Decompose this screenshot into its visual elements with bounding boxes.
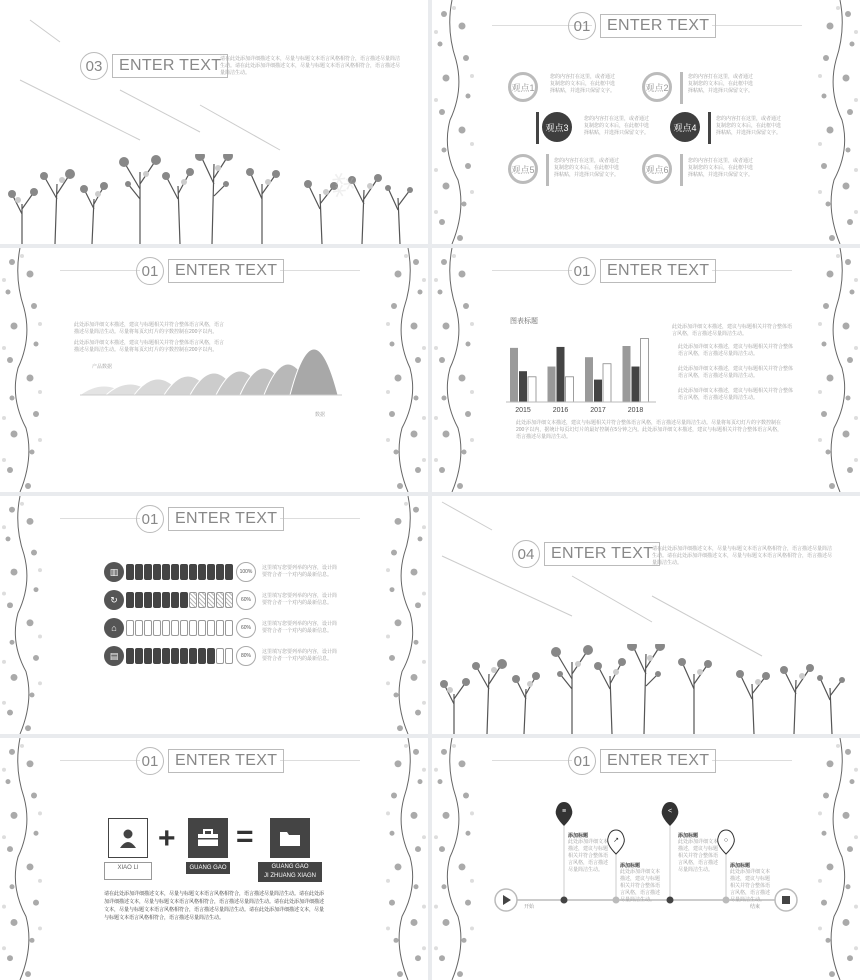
slide-6[interactable] bbox=[432, 496, 860, 734]
section-header bbox=[136, 505, 284, 533]
bar-2017-s1 bbox=[585, 357, 593, 402]
progress-cell bbox=[135, 592, 143, 608]
progress-cell bbox=[180, 592, 188, 608]
progress-cell bbox=[189, 564, 197, 580]
progress-cell bbox=[225, 648, 233, 664]
header-rule-right bbox=[712, 270, 792, 271]
svg-text:○: ○ bbox=[723, 837, 729, 844]
viewpoint-2-bar bbox=[680, 72, 683, 104]
folder-icon bbox=[279, 829, 301, 847]
progress-cell bbox=[126, 564, 134, 580]
slide-5[interactable] bbox=[0, 496, 428, 734]
section-header bbox=[512, 540, 660, 568]
viewpoint-1-text: 您的内容打在这里，或者通过复制您的文本后，在此框中选择粘贴，并选择只保留文字。 bbox=[550, 74, 616, 94]
bullet-3: 此处添加详细文本描述，建议与标题相关并符合整体语言风格，语言描述尽量简洁生动。 bbox=[678, 388, 794, 401]
timeline-item-3-head: 添加标题 bbox=[678, 833, 699, 839]
x-tick-label: 2017 bbox=[590, 407, 606, 414]
progress-cell bbox=[189, 592, 197, 608]
timeline-item-2 bbox=[620, 862, 660, 904]
timeline-item-4-text: 此处添加详细文本描述，建议与标题相关并符合整体语言风格，语言描述尽量简洁生动。 bbox=[730, 869, 771, 903]
floral-right bbox=[382, 738, 428, 980]
floral-right bbox=[382, 248, 428, 492]
header-rule-left bbox=[492, 270, 572, 271]
floral-left bbox=[0, 496, 46, 734]
bar-2018-s1 bbox=[623, 346, 631, 402]
home-icon: ⌂ bbox=[104, 618, 124, 638]
section-header bbox=[136, 257, 284, 285]
viewpoint-6-text: 您的内容打在这里，或者通过复制您的文本后，在此框中选择粘贴，并选择只保留文字。 bbox=[688, 158, 754, 178]
person-label: XIAO LI bbox=[104, 862, 152, 880]
progress-row bbox=[104, 590, 338, 610]
progress-cell bbox=[153, 592, 161, 608]
progress-cell bbox=[171, 648, 179, 664]
floral-left bbox=[432, 0, 478, 244]
bar-2017-s3 bbox=[603, 364, 611, 402]
section-title: ENTER TEXT bbox=[168, 749, 284, 773]
progress-cell bbox=[180, 620, 188, 636]
section-number: 01 bbox=[136, 257, 164, 285]
section-number: 01 bbox=[136, 505, 164, 533]
viewpoint-2-circle: 观点2 bbox=[642, 72, 672, 102]
progress-cell bbox=[216, 620, 224, 636]
bar-2016-s3 bbox=[566, 377, 574, 402]
floral-left bbox=[0, 738, 46, 980]
toolbox-box bbox=[188, 818, 228, 858]
slide-8[interactable] bbox=[432, 738, 860, 980]
progress-cell bbox=[198, 592, 206, 608]
person-box bbox=[108, 818, 148, 858]
bar-2016-s1 bbox=[548, 367, 556, 402]
timeline-item-4 bbox=[730, 862, 770, 904]
progress-cell bbox=[225, 620, 233, 636]
section-header bbox=[568, 12, 716, 40]
progress-row bbox=[104, 646, 338, 666]
timeline-item-1-text: 此处添加详细文本描述，建议与标题相关并符合整体语言风格，语言描述尽量简洁生动。 bbox=[568, 839, 609, 873]
person-icon bbox=[119, 828, 137, 848]
equals-icon: = bbox=[236, 820, 254, 853]
progress-cell bbox=[144, 620, 152, 636]
description-2: 此处添加详细文本描述，建议与标题相关并符合整体语言风格，语言描述尽量简洁生动。尽量将每页幻灯片的字数控制在200字以内。 bbox=[74, 340, 225, 353]
first-category-label: 产品数据 bbox=[92, 364, 113, 370]
timeline-item-1 bbox=[568, 832, 608, 874]
floral-left bbox=[432, 738, 478, 980]
progress-cell bbox=[198, 648, 206, 664]
bar-2018-s2 bbox=[632, 367, 640, 402]
viewpoint-1-circle: 观点1 bbox=[508, 72, 538, 102]
progress-cell bbox=[207, 648, 215, 664]
progress-cell bbox=[207, 564, 215, 580]
section-title: ENTER TEXT bbox=[112, 54, 228, 78]
progress-cell bbox=[144, 564, 152, 580]
progress-cell bbox=[162, 592, 170, 608]
timeline-item-1-head: 添加标题 bbox=[568, 833, 589, 839]
svg-text:<: < bbox=[667, 808, 673, 815]
progress-cell bbox=[171, 564, 179, 580]
section-title: ENTER TEXT bbox=[600, 749, 716, 773]
progress-cell bbox=[189, 648, 197, 664]
timeline-start-label: 开始 bbox=[524, 904, 535, 910]
progress-cell bbox=[162, 564, 170, 580]
timeline-item-3 bbox=[678, 832, 718, 874]
progress-cell bbox=[216, 564, 224, 580]
bar-2016-s2 bbox=[557, 347, 565, 402]
chart-side-description: 此处添加详细文本描述，建议与标题相关并符合整体语言风格，语言描述尽量简洁生动。 bbox=[672, 324, 793, 337]
progress-cell bbox=[144, 648, 152, 664]
chart-title: 图表标题 bbox=[510, 318, 538, 325]
slide-2[interactable] bbox=[432, 0, 860, 244]
tree-silhouettes bbox=[432, 644, 860, 734]
bar-2017-s2 bbox=[594, 380, 602, 402]
viewpoint-4-circle: 观点4 bbox=[670, 112, 700, 142]
progress-percent: 60% bbox=[236, 618, 256, 638]
folder-box bbox=[270, 818, 310, 858]
watermark: ⁂ bbox=[323, 165, 363, 205]
viewpoint-5-text: 您的内容打在这里，或者通过复制您的文本后，在此框中选择粘贴，并选择只保留文字。 bbox=[554, 158, 620, 178]
header-rule-left bbox=[60, 270, 140, 271]
header-rule-right bbox=[280, 270, 360, 271]
header-rule-left bbox=[60, 518, 140, 519]
last-category-label: 数据 bbox=[315, 412, 326, 418]
section-number: 04 bbox=[512, 540, 540, 568]
progress-cell bbox=[153, 648, 161, 664]
section-number: 01 bbox=[568, 12, 596, 40]
progress-description: 这里填写您要列举的内容，设计简要符合者一个对内的最新信息。 bbox=[262, 649, 338, 662]
progress-cell bbox=[207, 620, 215, 636]
folder-label bbox=[258, 862, 322, 882]
bar-2018-s3 bbox=[641, 339, 649, 402]
svg-text:≡: ≡ bbox=[561, 808, 567, 815]
viewpoint-2-text: 您的内容打在这里，或者通过复制您的文本后，在此框中选择粘贴，并选择只保留文字。 bbox=[688, 74, 754, 94]
toolbox-icon bbox=[197, 829, 219, 847]
bullet-1: 此处添加详细文本描述，建议与标题相关并符合整体语言风格，语言描述尽量简洁生动。 bbox=[678, 344, 794, 357]
progress-cell bbox=[180, 564, 188, 580]
section-title: ENTER TEXT bbox=[168, 259, 284, 283]
header-rule-right bbox=[280, 518, 360, 519]
section-header bbox=[568, 257, 716, 285]
progress-cell bbox=[198, 620, 206, 636]
progress-cell bbox=[216, 592, 224, 608]
header-rule-right bbox=[712, 760, 792, 761]
toolbox-label: GUANG GAO bbox=[186, 862, 230, 874]
section-number: 01 bbox=[568, 747, 596, 775]
header-rule-right bbox=[712, 25, 802, 26]
bar-2015-s3 bbox=[528, 377, 536, 402]
progress-description: 这里填写您要列举的内容，设计简要符合者一个对内的最新信息。 bbox=[262, 565, 338, 578]
progress-cell bbox=[171, 592, 179, 608]
viewpoint-6-circle: 观点6 bbox=[642, 154, 672, 184]
section-header bbox=[80, 52, 228, 80]
progress-row bbox=[104, 618, 338, 638]
floral-right bbox=[382, 496, 428, 734]
floral-right bbox=[814, 248, 860, 492]
viewpoint-4-text: 您的内容打在这里，或者通过复制您的文本后，在此框中选择粘贴，并选择只保留文字。 bbox=[716, 116, 782, 136]
x-tick-label: 2016 bbox=[552, 407, 569, 414]
section-title: ENTER TEXT bbox=[600, 14, 716, 38]
progress-cell bbox=[225, 564, 233, 580]
section-number: 03 bbox=[80, 52, 108, 80]
viewpoint-5-bar bbox=[546, 154, 549, 186]
header-rule-left bbox=[60, 760, 140, 761]
progress-cell bbox=[126, 648, 134, 664]
viewpoint-4-bar bbox=[708, 112, 711, 144]
progress-cell bbox=[180, 648, 188, 664]
viewpoint-3-circle: 观点3 bbox=[542, 112, 572, 142]
chart-bottom-description: 此处添加详细文本描述，建议与标题相关并符合整体语言风格，语言描述尽量简洁生动。尽量将每页幻灯片的字数控制在200字以内，据统计每页幻灯片的最好控制在5分钟之内。此处添加详细文本描述，建议与标题相关并符合整体语言风格，语言描述尽量简洁生动。 bbox=[516, 420, 783, 440]
timeline-item-2-head: 添加标题 bbox=[620, 863, 641, 869]
bar-chart-icon: ▥ bbox=[104, 562, 124, 582]
progress-cell bbox=[171, 620, 179, 636]
progress-percent: 100% bbox=[236, 562, 256, 582]
section-number: 01 bbox=[568, 257, 596, 285]
timeline-item-3-text: 此处添加详细文本描述，建议与标题相关并符合整体语言风格，语言描述尽量简洁生动。 bbox=[678, 839, 719, 873]
progress-cell bbox=[144, 592, 152, 608]
folder-label-line-1: GUANG GAO bbox=[271, 864, 309, 870]
progress-percent: 60% bbox=[236, 590, 256, 610]
progress-cell bbox=[135, 648, 143, 664]
progress-cell bbox=[153, 620, 161, 636]
slide-7[interactable] bbox=[0, 738, 428, 980]
growth-chart-icon: ▤ bbox=[104, 646, 124, 666]
section-number: 01 bbox=[136, 747, 164, 775]
progress-cell bbox=[126, 592, 134, 608]
section-title: ENTER TEXT bbox=[544, 542, 660, 566]
viewpoint-6-bar bbox=[680, 154, 683, 186]
summary-text: 请在此处添加详细描述文本，尽量与标题文本语言风格相符合，语言描述尽量简洁生动。请在此处添加详细描述文本，尽量与标题文本语言风格相符合，语言描述尽量简洁生动。请在此处添加详细描述文本，尽量与标题文本语言风格相符合，语言描述尽量简洁生动。请在此处添加详细描述文本，尽量与标题文本语言风格相符合，语言描述尽量简洁生动。 bbox=[104, 891, 325, 921]
progress-cell bbox=[162, 620, 170, 636]
progress-cell bbox=[207, 592, 215, 608]
progress-row bbox=[104, 562, 338, 582]
plus-icon: + bbox=[158, 822, 176, 855]
progress-cell bbox=[153, 564, 161, 580]
slide-1[interactable] bbox=[0, 0, 428, 244]
description-1: 此处添加详细文本描述，建议与标题相关并符合整体语言风格，语言描述尽量简洁生动。尽量将每页幻灯片的字数控制在200字以内。 bbox=[74, 322, 225, 335]
progress-percent: 80% bbox=[236, 646, 256, 666]
tree-silhouettes bbox=[0, 154, 428, 244]
folder-label-line-2: JI ZHUANG XIAGN bbox=[263, 873, 316, 879]
viewpoint-3-text: 您的内容打在这里，或者通过复制您的文本后，在此框中选择粘贴，并选择只保留文字。 bbox=[584, 116, 650, 136]
slide-3[interactable] bbox=[0, 248, 428, 492]
slide-4[interactable] bbox=[432, 248, 860, 492]
section-header bbox=[568, 747, 716, 775]
x-tick-label: 2018 bbox=[627, 407, 644, 414]
bullet-2: 此处添加详细文本描述，建议与标题相关并符合整体语言风格，语言描述尽量简洁生动。 bbox=[678, 366, 794, 379]
progress-cell bbox=[162, 648, 170, 664]
section-title: ENTER TEXT bbox=[168, 507, 284, 531]
header-rule-right bbox=[280, 760, 360, 761]
progress-cell bbox=[135, 564, 143, 580]
bar-2015-s1 bbox=[510, 348, 518, 402]
progress-cell bbox=[126, 620, 134, 636]
viewpoint-3-bar bbox=[536, 112, 539, 144]
progress-cell bbox=[189, 620, 197, 636]
progress-cell bbox=[198, 564, 206, 580]
refresh-icon: ↻ bbox=[104, 590, 124, 610]
progress-cell bbox=[135, 620, 143, 636]
floral-left bbox=[0, 248, 46, 492]
timeline-item-4-head: 添加标题 bbox=[730, 863, 751, 869]
timeline-end-label: 结束 bbox=[750, 904, 761, 910]
floral-left bbox=[432, 248, 478, 492]
bar-chart bbox=[506, 328, 656, 414]
x-tick-label: 2015 bbox=[515, 407, 531, 414]
section-description: 请在此处添加详细描述文本，尽量与标题文本语言风格相符合，语言描述尽量简洁生动。请在此处添加详细描述文本，尽量与标题文本语言风格相符合，语言描述尽量简洁生动。 bbox=[652, 546, 833, 566]
mountain-chart bbox=[80, 323, 342, 423]
timeline-item-2-text: 此处添加详细文本描述，建议与标题相关并符合整体语言风格，语言描述尽量简洁生动。 bbox=[620, 869, 661, 903]
section-header bbox=[136, 747, 284, 775]
floral-right bbox=[814, 738, 860, 980]
bar-2015-s2 bbox=[519, 371, 527, 402]
header-rule-left bbox=[492, 760, 572, 761]
floral-right bbox=[814, 0, 860, 244]
progress-description: 这里填写您要列举的内容，设计简要符合者一个对内的最新信息。 bbox=[262, 621, 338, 634]
progress-cell bbox=[216, 648, 224, 664]
progress-description: 这里填写您要列举的内容，设计简要符合者一个对内的最新信息。 bbox=[262, 593, 338, 606]
viewpoint-5-circle: 观点5 bbox=[508, 154, 538, 184]
section-title: ENTER TEXT bbox=[600, 259, 716, 283]
section-description: 请在此处添加详细描述文本，尽量与标题文本语言风格相符合，语言描述尽量简洁生动。请在此处添加详细描述文本，尽量与标题文本语言风格相符合，语言描述尽量简洁生动。 bbox=[220, 56, 401, 76]
svg-text:↗: ↗ bbox=[613, 837, 619, 844]
progress-cell bbox=[225, 592, 233, 608]
